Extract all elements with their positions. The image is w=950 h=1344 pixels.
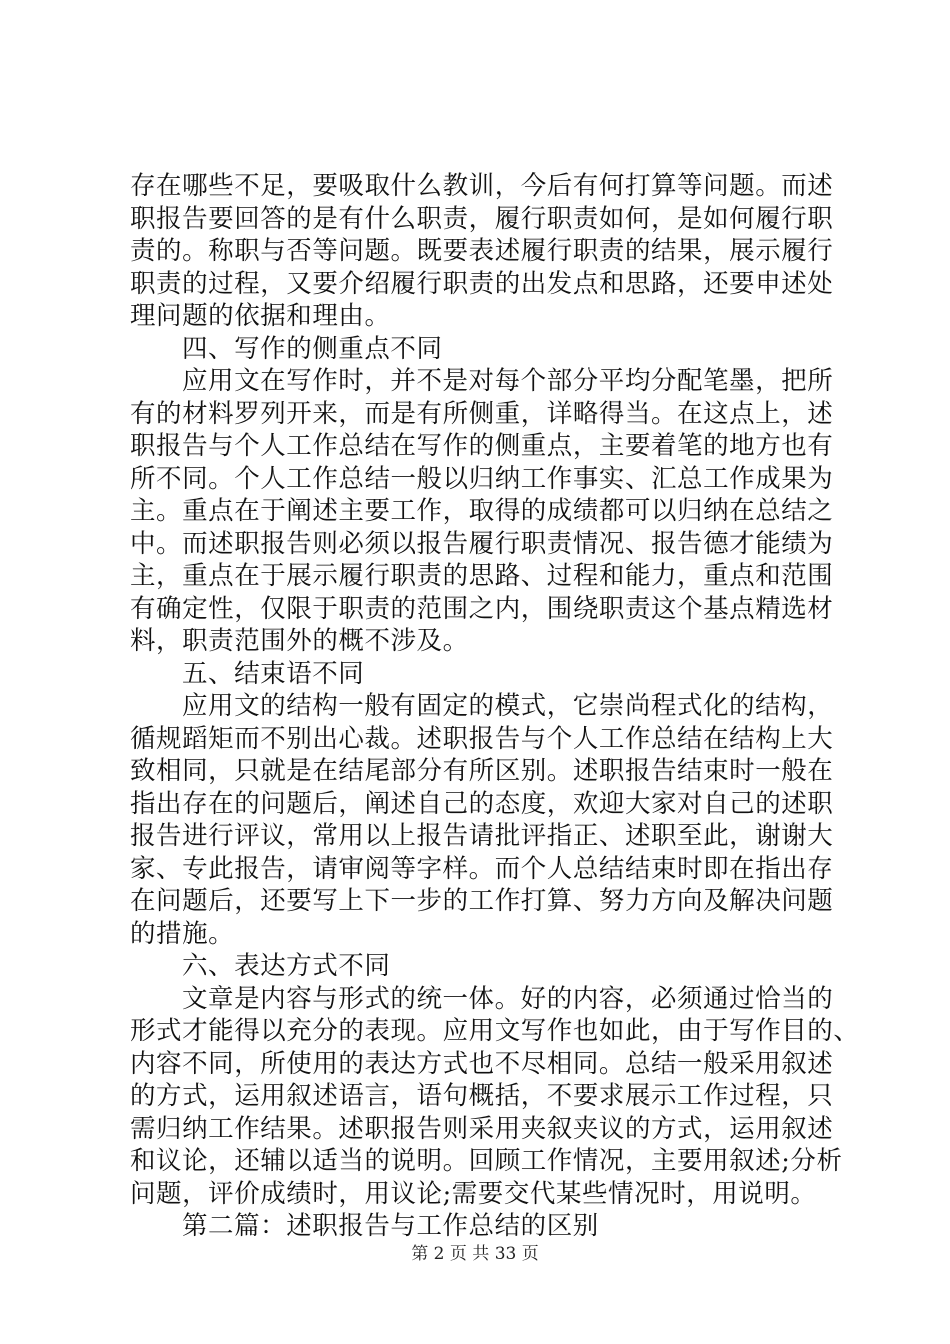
text-line: 的方式，运用叙述语言，语句概括，不要求展示工作过程，只	[130, 1081, 834, 1111]
text-line: 问题，评价成绩时，用议论;需要交代某些情况时，用说明。	[130, 1178, 817, 1209]
text-line: 主，重点在于展示履行职责的思路、过程和能力，重点和范围	[130, 561, 834, 591]
document-body	[130, 170, 860, 1243]
text-line: 职责的过程，又要介绍履行职责的出发点和思路，还要申述处	[130, 268, 834, 299]
text-line: 循规蹈矩而不别出心裁。述职报告与个人工作总结在结构上大	[130, 723, 834, 754]
text-line: 形式才能得以充分的表现。应用文写作也如此，由于写作目的、	[130, 1016, 860, 1046]
text-line: 家、专此报告，请审阅等字样。而个人总结结束时即在指出存	[130, 853, 834, 884]
paragraph-start-line: 应用文的结构一般有固定的模式，它崇尚程式化的结构，	[182, 691, 834, 721]
text-line: 理问题的依据和理由。	[130, 301, 391, 331]
paragraph-start-line: 六、表达方式不同	[182, 951, 391, 981]
text-line: 有的材料罗列开来，而是有所侧重，详略得当。在这点上，述	[130, 398, 834, 429]
text-line: 料，职责范围外的概不涉及。	[130, 626, 469, 656]
paragraph-start-line: 文章是内容与形式的统一体。好的内容，必须通过恰当的	[182, 983, 834, 1014]
text-line: 在问题后，还要写上下一步的工作打算、努力方向及解决问题	[130, 886, 834, 916]
paragraph-start-line: 五、结束语不同	[182, 658, 365, 689]
text-line: 所不同。个人工作总结一般以归纳工作事实、汇总工作成果为	[130, 463, 834, 494]
text-line: 职报告要回答的是有什么职责，履行职责如何，是如何履行职	[130, 203, 834, 234]
text-line: 有确定性，仅限于职责的范围之内，围绕职责这个基点精选材	[130, 593, 834, 624]
text-line: 职报告与个人工作总结在写作的侧重点，主要着笔的地方也有	[130, 431, 834, 461]
paragraph-start-line: 四、写作的侧重点不同	[182, 333, 443, 364]
text-line: 责的。称职与否等问题。既要表述履行职责的结果，展示履行	[130, 236, 834, 266]
text-line: 主。重点在于阐述主要工作，取得的成绩都可以归纳在总结之	[130, 496, 834, 526]
paragraph-start-line: 应用文在写作时，并不是对每个部分平均分配笔墨，把所	[182, 366, 834, 396]
page-number-footer: 第 2 页 共 33 页	[411, 1244, 539, 1264]
text-line: 报告进行评议，常用以上报告请批评指正、述职至此，谢谢大	[130, 821, 834, 851]
text-line: 存在哪些不足，要吸取什么教训，今后有何打算等问题。而述	[130, 171, 834, 201]
text-line: 致相同，只就是在结尾部分有所区别。述职报告结束时一般在	[130, 756, 834, 786]
text-line: 指出存在的问题后，阐述自己的态度，欢迎大家对自己的述职	[130, 788, 834, 819]
paragraph-start-line: 第二篇：述职报告与工作总结的区别	[182, 1211, 599, 1241]
text-line: 和议论，还辅以适当的说明。回顾工作情况，主要用叙述;分析	[130, 1146, 843, 1176]
text-line: 中。而述职报告则必须以报告履行职责情况、报告德才能绩为	[130, 528, 834, 559]
text-line: 内容不同，所使用的表达方式也不尽相同。总结一般采用叙述	[130, 1048, 834, 1079]
text-line: 需归纳工作结果。述职报告则采用夹叙夹议的方式，运用叙述	[130, 1113, 834, 1144]
text-line: 的措施。	[130, 918, 235, 949]
